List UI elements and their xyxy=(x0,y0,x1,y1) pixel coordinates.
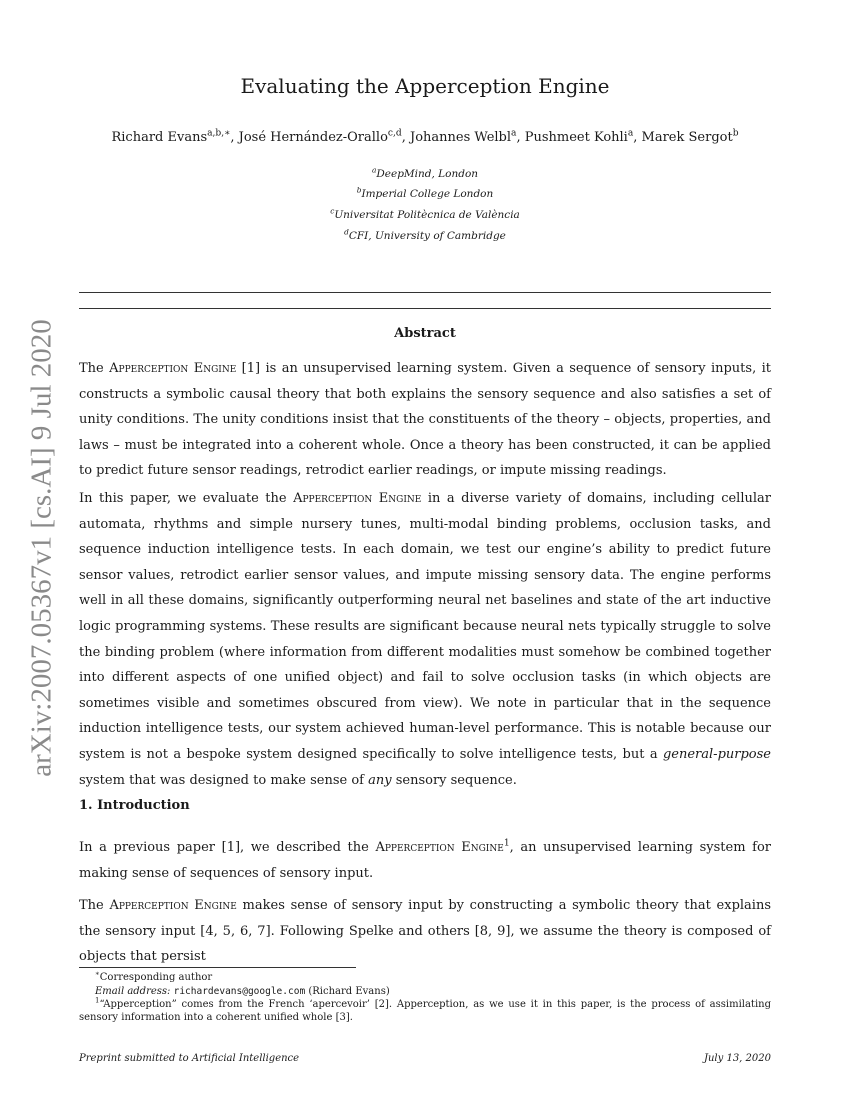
author: Richard Evans$^{a,b,∗}$, xyxy=(111,128,239,145)
author: José Hernández-Orallo$^{c,d}$, xyxy=(238,128,410,145)
divider-rule xyxy=(79,292,771,293)
author: Pushmeet Kohli$^a$, xyxy=(524,128,642,145)
section-heading-introduction: 1. Introduction xyxy=(79,798,190,813)
divider-rule xyxy=(79,308,771,309)
intro-paragraph-2: The Apperception Engine makes sense of sensory input by constructing a symbolic theory that explains the sensory input [4, 5, 6, 7]. Following Spelke and others [8, 9], we assume the theory is composed of objects that persist xyxy=(79,898,771,965)
affiliation: $^b$Imperial College London xyxy=(356,185,494,200)
footnote-corresponding: ∗Corresponding author xyxy=(95,969,213,983)
author: Johannes Welbl$^a$, xyxy=(409,128,525,145)
author: Marek Sergot$^b$ xyxy=(641,128,739,145)
arxiv-identifier[interactable]: arXiv:2007.05367v1 [cs.AI] 9 Jul 2020 xyxy=(25,319,58,777)
intro-paragraph-1: In a previous paper [1], we described the Apperception Engine$^1$, an unsupervised learning system for making sense of sequences of sensory input. xyxy=(79,838,771,881)
abstract-heading: Abstract xyxy=(394,326,456,341)
affiliation: $^c$Universitat Politècnica de València xyxy=(330,206,520,221)
footer-date: July 13, 2020 xyxy=(703,1053,771,1064)
email-address[interactable]: richardevans@google.com xyxy=(173,986,306,997)
footnote-rule xyxy=(79,967,356,968)
author-list xyxy=(0,130,850,145)
abstract-paragraph-1: The Apperception Engine [1] is an unsupervised learning system. Given a sequence of sensory inputs, it constructs a symbolic causal theory that both explains the sensory sequence and also satisfies a set of unity conditions. The unity conditions insist that the constituents of the theory – objects, properties, and laws – must be integrated into a coherent whole. Once a theory has been constructed, it can be applied to predict future sensor readings, retrodict earlier readings, or impute missing readings. xyxy=(79,361,771,479)
footnote-email: Email address: richardevans@google.com (Richard Evans) xyxy=(95,986,390,997)
footer-journal: Preprint submitted to Artificial Intelligence xyxy=(79,1053,300,1064)
footnote-1: $^1$“Apperception” comes from the French ‘apercevoir’ [2]. Apperception, as we use it in this paper, is the process of assimilating sensory information into a coherent unified whole [3]. xyxy=(79,996,771,1023)
paper-title: Evaluating the Apperception Engine xyxy=(240,74,610,98)
affiliation: $^d$CFI, University of Cambridge xyxy=(344,227,506,242)
affiliation: $^a$DeepMind, London xyxy=(371,165,479,180)
abstract-paragraph-2: In this paper, we evaluate the Apperception Engine in a diverse variety of domains, including cellular automata, rhythms and simple nursery tunes, multi-modal binding problems, occlusion tasks, and sequence induction intelligence tests. In each domain, we test our engine’s ability to predict future sensor values, retrodict earlier sensor values, and impute missing sensory data. The engine performs well in all these domains, significantly outperforming neural net baselines and state of the art inductive logic programming systems. These results are significant because neural nets typically struggle to solve the binding problem (where information from different modalities must somehow be combined together into different aspects of one unified object) and fail to solve occlusion tasks (in which objects are sometimes visible and sometimes obscured from view). We note in particular that in the sequence induction intelligence tests, our system achieved human-level performance. This is notable because our system is not a bespoke system designed specifically to solve intelligence tests, but a general-purpose system that was designed to make sense of any sensory sequence. xyxy=(79,491,771,788)
footnote-marker[interactable]: 1 xyxy=(503,838,510,849)
